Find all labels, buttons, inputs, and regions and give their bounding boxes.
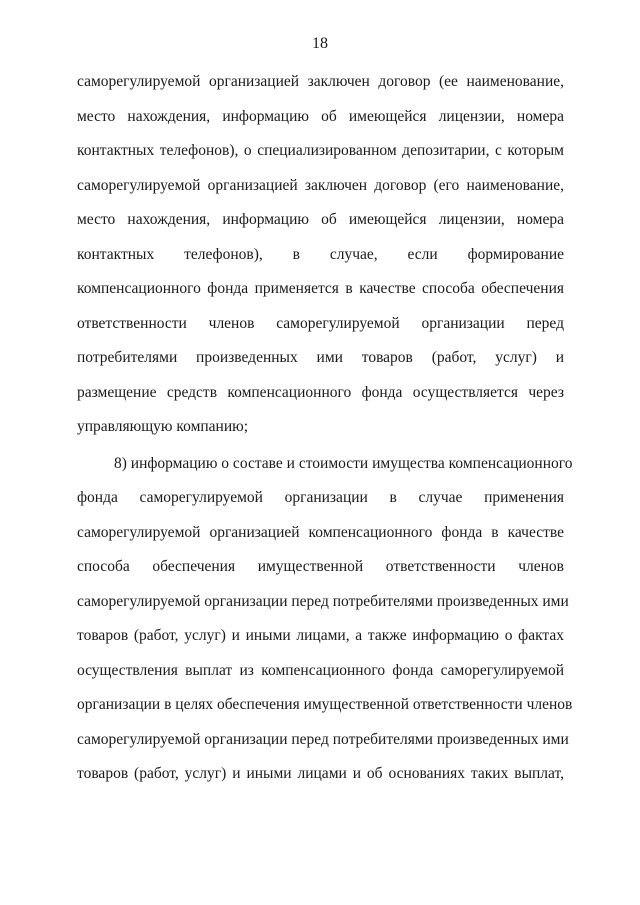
- text-line: саморегулируемой организацией заключен договор (его наименование,: [77, 176, 564, 194]
- text-line: саморегулируемой организации перед потребителями произведенных ими: [77, 730, 569, 748]
- text-line: ответственности членов саморегулируемой организации перед: [77, 314, 564, 332]
- document-body: [77, 65, 573, 792]
- text-line: организации в целях обеспечения имущественной ответственности членов: [77, 696, 573, 713]
- text-line: саморегулируемой организацией компенсационного фонда в качестве: [77, 523, 564, 541]
- text-line: саморегулируемой организацией заключен договор (ее наименование,: [77, 73, 564, 90]
- paragraph: [77, 447, 573, 792]
- text-line: саморегулируемой организации перед потребителями произведенных ими: [77, 592, 569, 610]
- text-line: товаров (работ, услуг) и иными лицами, а также информацию о фактах: [77, 627, 564, 644]
- text-line: контактных телефонов), о специализированном депозитарии, с которым: [77, 142, 564, 159]
- paragraph: [77, 65, 564, 445]
- text-line: потребителями произведенных ими товаров (работ, услуг) и: [77, 349, 564, 366]
- text-line: место нахождения, информацию об имеющейся лицензии, номера: [77, 107, 564, 125]
- text-line: 8) информацию о составе и стоимости имущества компенсационного: [114, 454, 573, 472]
- text-line: компенсационного фонда применяется в качестве способа обеспечения: [77, 280, 564, 297]
- text-line: способа обеспечения имущественной ответственности членов: [77, 558, 564, 575]
- text-line: товаров (работ, услуг) и иными лицами и об основаниях таких выплат,: [77, 765, 564, 782]
- text-line: управляющую компанию;: [77, 418, 249, 435]
- text-line: место нахождения, информацию об имеющейся лицензии, номера: [77, 211, 564, 228]
- page-number: 18: [312, 35, 328, 52]
- text-line: осуществления выплат из компенсационного фонда саморегулируемой: [77, 661, 564, 679]
- text-line: фонда саморегулируемой организации в случае применения: [77, 489, 564, 506]
- text-line: размещение средств компенсационного фонда осуществляется через: [77, 383, 564, 401]
- text-line: контактных телефонов), в случае, если формирование: [77, 245, 564, 263]
